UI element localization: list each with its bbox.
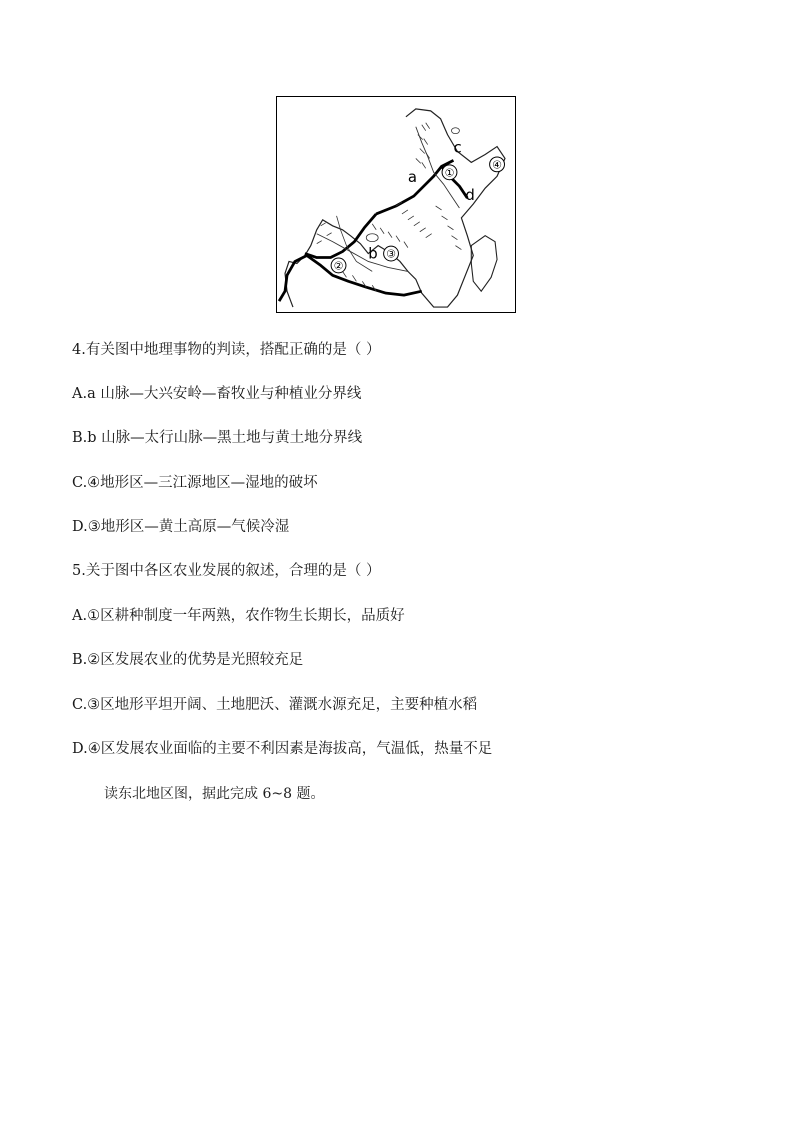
question-5-stem: 5.关于图中各区农业发展的叙述，合理的是（ ）	[72, 563, 381, 579]
lake	[366, 234, 378, 242]
question-5-option-c: C.③区地形平坦开阔、土地肥沃、灌溉水源充足，主要种植水稻	[72, 697, 478, 713]
peninsula	[471, 236, 497, 291]
question-4-option-a: A.a 山脉—大兴安岭—畜牧业与种植业分界线	[72, 386, 362, 402]
svg-text:④: ④	[492, 158, 502, 172]
svg-text:②: ②	[333, 259, 344, 273]
question-5-option-d: D.④区发展农业面临的主要不利因素是海拔高，气温低，热量不足	[72, 741, 493, 757]
map-label-a: a	[407, 168, 417, 187]
question-4-option-d: D.③地形区—黄土高原—气候冷湿	[72, 519, 290, 535]
question-5-option-a: A.①区耕种制度一年两熟，农作物生长期长，品质好	[72, 608, 405, 624]
map-figure	[276, 96, 516, 313]
lake	[451, 128, 459, 134]
question-4-option-b: B.b 山脉—太行山脉—黑土地与黄土地分界线	[72, 430, 363, 446]
region-boundary	[279, 160, 467, 301]
map-label-region3	[384, 246, 399, 261]
map-label-c: c	[453, 138, 462, 157]
map-label-d: d	[465, 186, 475, 205]
northern-china-map	[277, 97, 515, 312]
section-intro: 读东北地区图，据此完成 6~8 题。	[104, 786, 325, 802]
map-label-region1	[442, 165, 457, 180]
question-4-option-c: C.④地形区—三江源地区—湿地的破坏	[72, 475, 318, 491]
coastline	[285, 109, 505, 307]
question-4-stem: 4.有关图中地理事物的判读，搭配正确的是（ ）	[72, 342, 381, 358]
map-label-b: b	[368, 244, 378, 263]
map-label-region4	[490, 157, 505, 172]
map-label-region2	[331, 258, 346, 273]
svg-text:①: ①	[444, 166, 455, 180]
question-5-option-b: B.②区发展农业的优势是光照较充足	[72, 652, 304, 668]
svg-text:③: ③	[386, 247, 396, 261]
